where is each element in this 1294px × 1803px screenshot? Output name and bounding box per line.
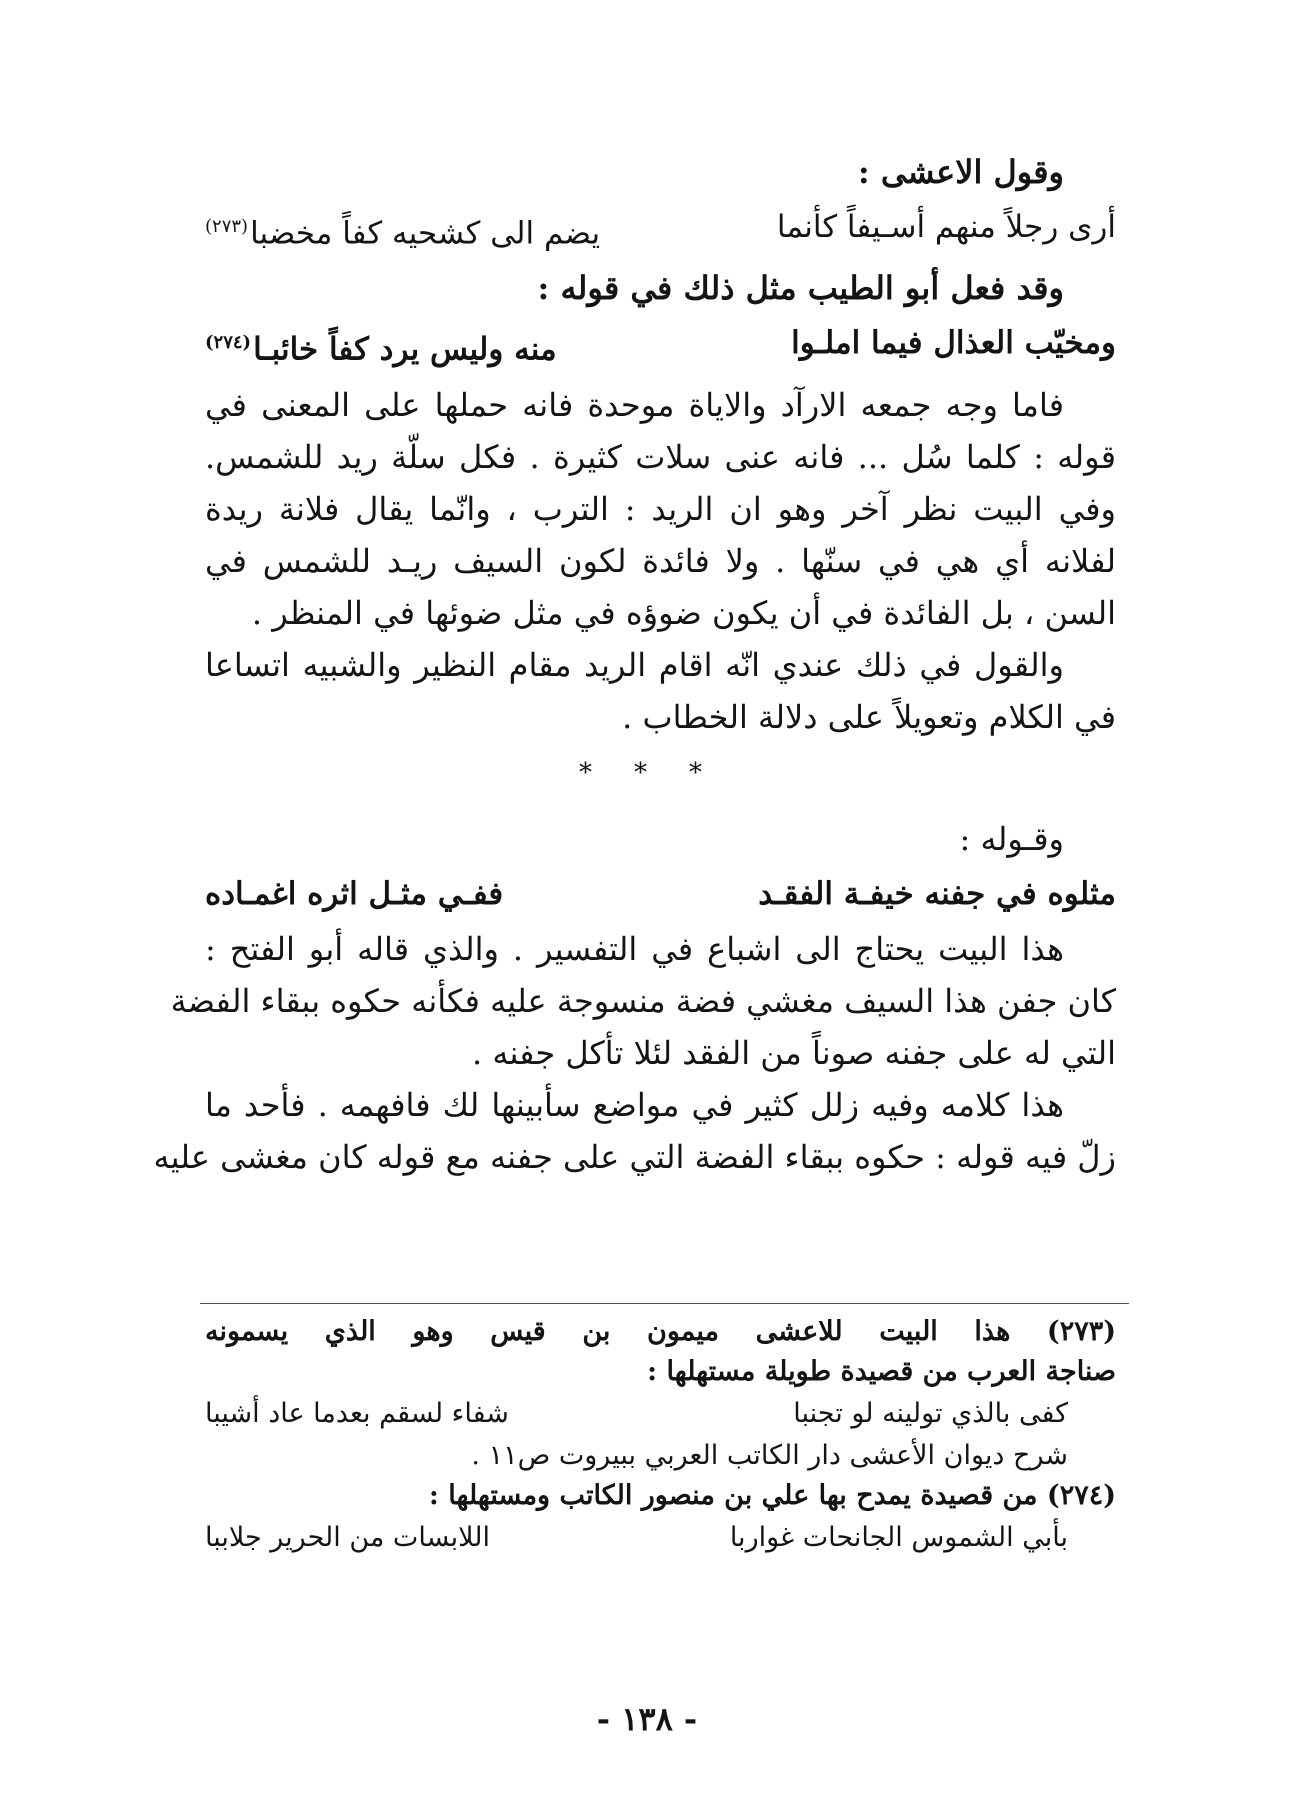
main-text (153, 146, 1116, 1183)
verse-line (205, 865, 1116, 923)
footnote-reference: (٢٧٤) (205, 332, 252, 354)
verse-first-hemistich: كفى بالذي تولينه لو تجنبا (793, 1398, 1068, 1429)
paragraph-line: لفلانه أي هي في سنّها . ولا فائدة لكون السيف ريـد للشمس في (205, 541, 1116, 580)
footnote-line: (٢٧٣) هذا البيت للاعشى ميمون بن قيس وهو الذي يسمونه (205, 1316, 1116, 1347)
verse-second-hemistich: ففـي مثـل اثره اغمـاده (205, 875, 504, 912)
paragraph-line: قوله : كلما سُل ... فانه عنى سلات كثيرة . فكل سلّة ريد للشمس. (205, 437, 1116, 476)
footnote-line: (٢٧٤) من قصيدة يمدح بها علي بن منصور الكاتب ومستهلها : (428, 1480, 1116, 1511)
footnote-divider (200, 1303, 1129, 1304)
verse-second-text: يضم الى كشحيه كفاً مخضبا (250, 215, 601, 252)
paragraph-line: زلّ فيه قوله : حكوه ببقاء الفضة التي على جفنه مع قوله كان مغشى عليه (153, 1137, 1116, 1176)
verse-second-hemistich (205, 198, 600, 262)
verse-first-hemistich: ومخيّب العذال فيما املـوا (791, 325, 1116, 362)
footnote-reference: (٢٧٣) (205, 216, 249, 237)
verse-second-hemistich (205, 314, 557, 378)
paragraph-line: فاما وجه جمعه الارآد والاياة موحدة فانه حملها على المعنى في (205, 385, 1064, 424)
verse-first-hemistich: بأبي الشموس الجانحات غواربا (729, 1522, 1068, 1553)
paragraph-line: هذا البيت يحتاج الى اشباع في التفسير . والذي قاله أبو الفتح : (205, 929, 1064, 968)
verse-second-hemistich: شفاء لسقم بعدما عاد أشيبا (205, 1398, 509, 1429)
verse-first-hemistich: مثلوه في جفنه خيفـة الفقـد (758, 875, 1116, 912)
verse-first-hemistich: أرى رجلاً منهم أسـيفاً كأنما (776, 209, 1116, 245)
footnote-verse (205, 1516, 1116, 1560)
verse-second-hemistich: اللابسات من الحرير جلاببا (205, 1522, 491, 1553)
paragraph-line: كان جفن هذا السيف مغشي فضة منسوجة عليه فكأنه حكوه ببقاء الفضة (170, 981, 1116, 1020)
paragraph-line: وفي البيت نظر آخر وهو ان الريد : الترب ، وانّما يقال فلانة ريدة (205, 489, 1116, 528)
paragraph-line: هذا كلامه وفيه زلل كثير في مواضع سأبينها لك فافهمه . فأحد ما (205, 1085, 1064, 1124)
footnotes (205, 1312, 1116, 1560)
verse-line (205, 198, 1116, 262)
verse-second-text: منه وليس يرد كفاً خائبـا (253, 331, 557, 368)
intro-line: وقـوله : (959, 819, 1064, 858)
separator-star: * (579, 757, 592, 788)
separator-star: * (689, 757, 702, 788)
footnote-verse (205, 1392, 1116, 1436)
paragraph-line: التي له على جفنه صوناً من الفقد لئلا تأكل جفنه . (472, 1033, 1116, 1072)
separator-star: * (634, 757, 647, 788)
footnote-source: شرح ديوان الأعشى دار الكاتب العربي ببيروت ص١١ . (471, 1440, 1068, 1471)
paragraph-line: والقول في ذلك عندي انّه اقام الريد مقام النظير والشبيه اتساعا (205, 645, 1065, 684)
page-number: - ١٣٨ - (596, 1700, 698, 1738)
footnote-line: صناجة العرب من قصيدة طويلة مستهلها : (647, 1356, 1116, 1387)
paragraph-line: السن ، بل الفائدة في أن يكون ضوؤه في مثل ضوئها في المنظر . (251, 593, 1116, 632)
intro-line: وقد فعل أبو الطيب مثل ذلك في قوله : (537, 269, 1064, 308)
paragraph-line: في الكلام وتعويلاً على دلالة الخطاب . (622, 697, 1116, 736)
intro-line: وقول الاعشى : (857, 153, 1064, 191)
verse-line (205, 314, 1116, 378)
section-separator (205, 743, 1076, 803)
